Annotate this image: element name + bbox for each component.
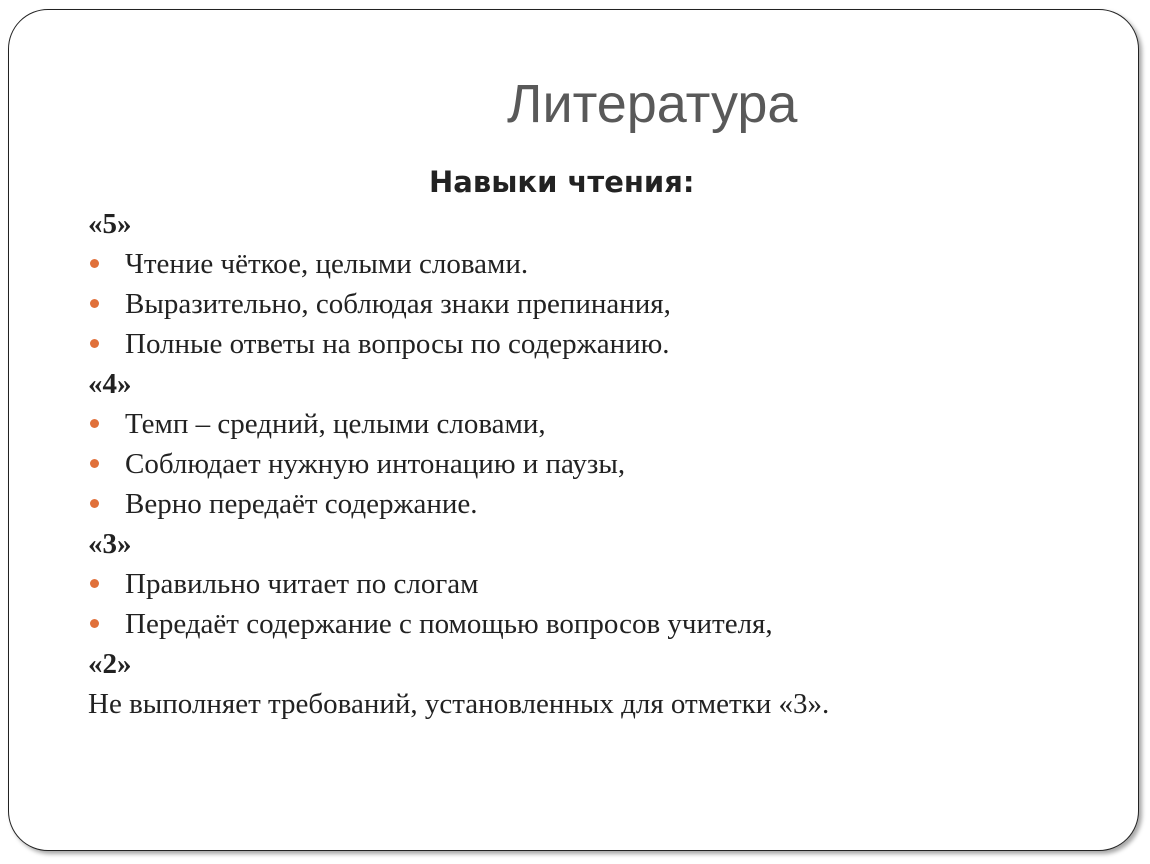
list-item bbox=[88, 604, 1088, 644]
list-item-text: Чтение чёткое, целыми словами. bbox=[125, 248, 529, 280]
list-item bbox=[88, 484, 1088, 524]
list-item-text: Темп – средний, целыми словами, bbox=[125, 408, 546, 440]
list-item-text: Верно передаёт содержание. bbox=[125, 488, 478, 520]
grade-4-label: «4» bbox=[88, 368, 132, 400]
bullet-dot-icon bbox=[90, 619, 99, 628]
slide-title-text: Литература bbox=[507, 74, 798, 134]
list-item bbox=[88, 564, 1088, 604]
list-item-text: Передаёт содержание с помощью вопросов учителя, bbox=[125, 608, 773, 640]
list-item-text: Полные ответы на вопросы по содержанию. bbox=[125, 328, 670, 360]
bullet-dot-icon bbox=[90, 419, 99, 428]
list-item bbox=[88, 444, 1088, 484]
list-item bbox=[88, 324, 1088, 364]
content-body bbox=[88, 204, 1088, 724]
bullet-dot-icon bbox=[90, 299, 99, 308]
grade-3-label: «3» bbox=[88, 528, 132, 560]
bullet-dot-icon bbox=[90, 339, 99, 348]
list-item bbox=[88, 404, 1088, 444]
list-item-text: Правильно читает по слогам bbox=[125, 568, 479, 600]
grade-2-label: «2» bbox=[88, 648, 132, 680]
grade-2-text: Не выполняет требований, установленных для отметки «3». bbox=[88, 688, 830, 720]
bullet-dot-icon bbox=[90, 579, 99, 588]
slide-title bbox=[0, 74, 1150, 134]
list-item bbox=[88, 244, 1088, 284]
bullet-dot-icon bbox=[90, 259, 99, 268]
section-title: Навыки чтения: bbox=[429, 165, 695, 199]
bullet-dot-icon bbox=[90, 499, 99, 508]
bullet-dot-icon bbox=[90, 459, 99, 468]
grade-5-label: «5» bbox=[88, 208, 132, 240]
list-item bbox=[88, 284, 1088, 324]
list-item-text: Соблюдает нужную интонацию и паузы, bbox=[125, 448, 626, 480]
list-item-text: Выразительно, соблюдая знаки препинания, bbox=[125, 288, 671, 320]
